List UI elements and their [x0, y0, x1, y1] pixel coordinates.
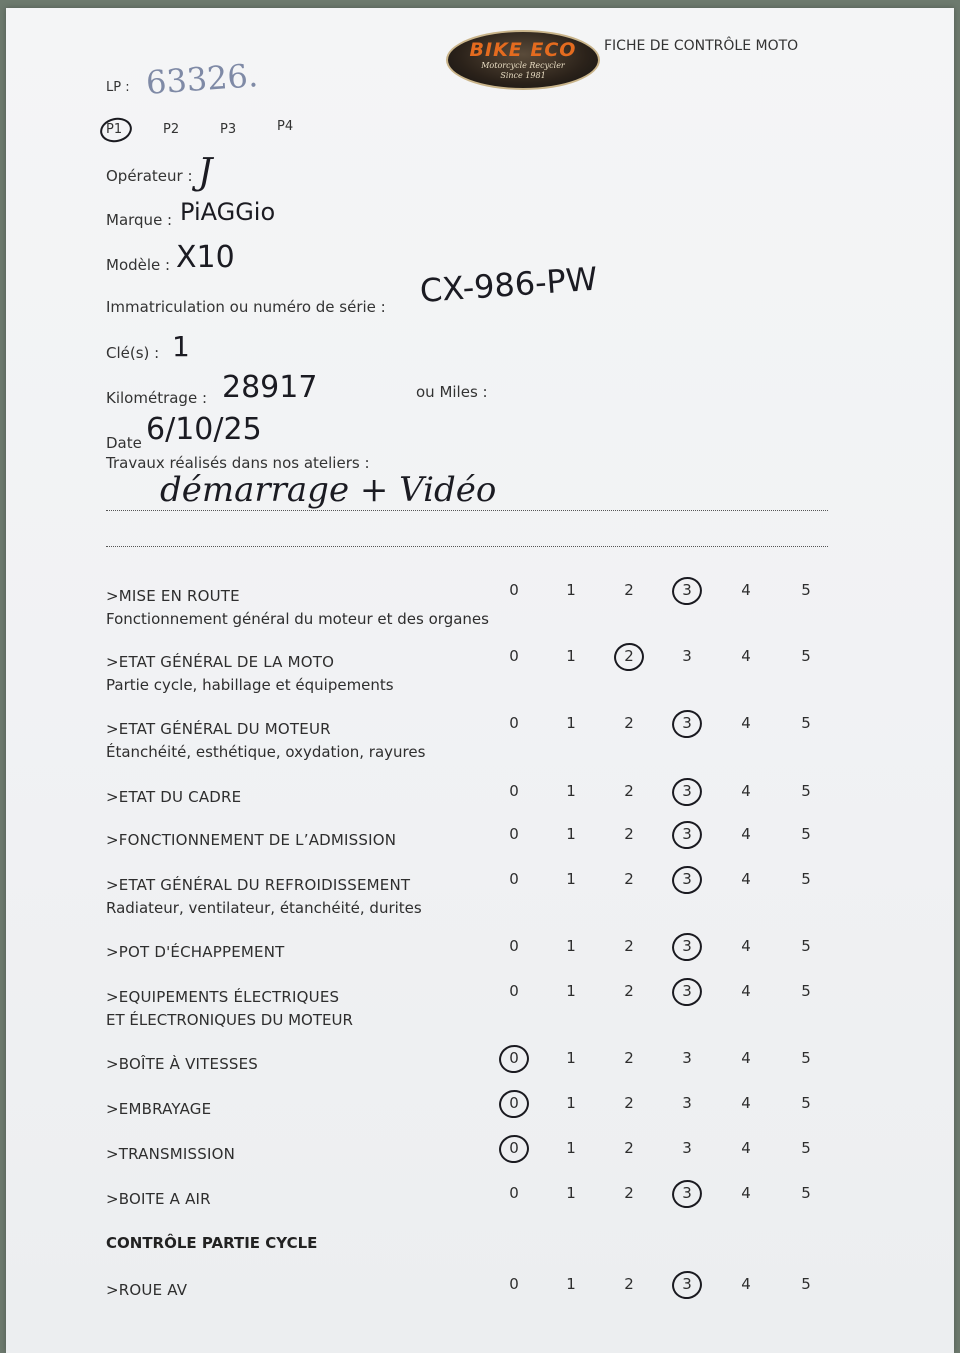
- marque-label: Marque :: [106, 211, 173, 229]
- row-3-title: >ETAT GÉNÉRAL DU MOTEUR: [106, 720, 331, 738]
- row-6-subtitle: Radiateur, ventilateur, étanchéité, durites: [106, 899, 422, 917]
- row-11-score-4[interactable]: 4: [741, 1139, 751, 1157]
- cycle-row-1-score-3[interactable]: 3: [682, 1275, 692, 1293]
- row-11-score-0[interactable]: 0: [509, 1139, 519, 1157]
- row-10-score-4[interactable]: 4: [741, 1094, 751, 1112]
- row-7-score-0[interactable]: 0: [509, 937, 519, 955]
- row-6-score-2[interactable]: 2: [624, 870, 634, 888]
- row-11-score-2[interactable]: 2: [624, 1139, 634, 1157]
- row-11-score-1[interactable]: 1: [566, 1139, 576, 1157]
- lp-label: LP :: [106, 80, 130, 95]
- position-p3: P3: [220, 122, 237, 137]
- date-value: 6/10/25: [146, 412, 262, 447]
- row-2-score-0[interactable]: 0: [509, 647, 519, 665]
- immatriculation-value: CX-986-PW: [418, 259, 599, 310]
- cycle-row-1-score-1[interactable]: 1: [566, 1275, 576, 1293]
- travaux-value: démarrage + Vidéo: [160, 470, 497, 510]
- row-8-title: >EQUIPEMENTS ÉLECTRIQUES: [106, 988, 340, 1006]
- operateur-label: Opérateur :: [106, 167, 193, 185]
- marque-value: PiAGGio: [180, 198, 276, 226]
- row-8-score-4[interactable]: 4: [741, 982, 751, 1000]
- row-7-score-5[interactable]: 5: [801, 937, 811, 955]
- row-4-score-4[interactable]: 4: [741, 782, 751, 800]
- row-12-score-4[interactable]: 4: [741, 1184, 751, 1202]
- bike-eco-logo: [446, 30, 600, 90]
- row-4-score-5[interactable]: 5: [801, 782, 811, 800]
- dotted-line-1: [106, 510, 828, 511]
- row-6-score-3[interactable]: 3: [682, 870, 692, 888]
- immatriculation-label: Immatriculation ou numéro de série :: [106, 298, 386, 316]
- row-1-score-0[interactable]: 0: [509, 581, 519, 599]
- row-3-score-1[interactable]: 1: [566, 714, 576, 732]
- cycle-row-1-score-4[interactable]: 4: [741, 1275, 751, 1293]
- row-3-score-4[interactable]: 4: [741, 714, 751, 732]
- row-1-score-2[interactable]: 2: [624, 581, 634, 599]
- row-3-score-0[interactable]: 0: [509, 714, 519, 732]
- row-10-score-0[interactable]: 0: [509, 1094, 519, 1112]
- row-2-score-3[interactable]: 3: [682, 647, 692, 665]
- row-12-score-1[interactable]: 1: [566, 1184, 576, 1202]
- logo-subtext-2: Since 1981: [500, 71, 546, 80]
- cles-label: Clé(s) :: [106, 344, 160, 362]
- row-5-score-2[interactable]: 2: [624, 825, 634, 843]
- row-3-score-5[interactable]: 5: [801, 714, 811, 732]
- section-partie-cycle-title: CONTRÔLE PARTIE CYCLE: [106, 1234, 318, 1252]
- row-8-score-3[interactable]: 3: [682, 982, 692, 1000]
- row-4-score-2[interactable]: 2: [624, 782, 634, 800]
- row-2-score-2[interactable]: 2: [624, 647, 634, 665]
- date-label: Date: [106, 434, 142, 452]
- row-5-score-1[interactable]: 1: [566, 825, 576, 843]
- row-5-score-3[interactable]: 3: [682, 825, 692, 843]
- row-5-score-5[interactable]: 5: [801, 825, 811, 843]
- row-3-score-2[interactable]: 2: [624, 714, 634, 732]
- miles-label: ou Miles :: [416, 383, 488, 401]
- row-7-score-1[interactable]: 1: [566, 937, 576, 955]
- row-3-subtitle: Étanchéité, esthétique, oxydation, rayures: [106, 743, 426, 761]
- travaux-label: Travaux réalisés dans nos ateliers :: [106, 454, 370, 472]
- row-9-score-0[interactable]: 0: [509, 1049, 519, 1067]
- row-5-score-4[interactable]: 4: [741, 825, 751, 843]
- dotted-line-2: [106, 546, 828, 547]
- lp-value: 63326.: [144, 56, 260, 102]
- cles-value: 1: [172, 330, 190, 363]
- page-title: FICHE DE CONTRÔLE MOTO: [604, 38, 799, 54]
- row-1-score-5[interactable]: 5: [801, 581, 811, 599]
- row-12-score-3[interactable]: 3: [682, 1184, 692, 1202]
- row-11-title: >TRANSMISSION: [106, 1145, 236, 1163]
- row-7-score-4[interactable]: 4: [741, 937, 751, 955]
- row-5-score-0[interactable]: 0: [509, 825, 519, 843]
- row-8-subtitle: ET ÉLECTRONIQUES DU MOTEUR: [106, 1011, 353, 1029]
- row-6-title: >ETAT GÉNÉRAL DU REFROIDISSEMENT: [106, 876, 411, 894]
- row-6-score-0[interactable]: 0: [509, 870, 519, 888]
- row-1-score-1[interactable]: 1: [566, 581, 576, 599]
- modele-value: X10: [176, 240, 235, 275]
- row-4-score-3[interactable]: 3: [682, 782, 692, 800]
- kilometrage-value: 28917: [222, 370, 318, 405]
- cycle-row-1-title: >ROUE AV: [106, 1281, 188, 1299]
- row-9-title: >BOÎTE À VITESSES: [106, 1055, 259, 1073]
- row-9-score-4[interactable]: 4: [741, 1049, 751, 1067]
- row-9-score-5[interactable]: 5: [801, 1049, 811, 1067]
- cycle-row-1-score-2[interactable]: 2: [624, 1275, 634, 1293]
- row-1-score-3[interactable]: 3: [682, 581, 692, 599]
- row-10-score-2[interactable]: 2: [624, 1094, 634, 1112]
- position-p2: P2: [163, 122, 180, 137]
- row-5-title: >FONCTIONNEMENT DE L’ADMISSION: [106, 831, 397, 849]
- row-11-score-5[interactable]: 5: [801, 1139, 811, 1157]
- row-7-score-3[interactable]: 3: [682, 937, 692, 955]
- position-p4: P4: [277, 119, 294, 134]
- row-7-score-2[interactable]: 2: [624, 937, 634, 955]
- row-4-score-0[interactable]: 0: [509, 782, 519, 800]
- row-1-subtitle: Fonctionnement général du moteur et des organes: [106, 610, 489, 628]
- modele-label: Modèle :: [106, 256, 171, 274]
- row-9-score-2[interactable]: 2: [624, 1049, 634, 1067]
- row-6-score-1[interactable]: 1: [566, 870, 576, 888]
- row-2-title: >ETAT GÉNÉRAL DE LA MOTO: [106, 653, 335, 671]
- kilometrage-label: Kilométrage :: [106, 389, 208, 407]
- row-8-score-5[interactable]: 5: [801, 982, 811, 1000]
- row-4-title: >ETAT DU CADRE: [106, 788, 242, 806]
- row-6-score-4[interactable]: 4: [741, 870, 751, 888]
- row-10-score-1[interactable]: 1: [566, 1094, 576, 1112]
- logo-subtext: Motorcycle Recycler: [481, 61, 565, 70]
- row-2-subtitle: Partie cycle, habillage et équipements: [106, 676, 394, 694]
- row-8-score-2[interactable]: 2: [624, 982, 634, 1000]
- row-3-score-3[interactable]: 3: [682, 714, 692, 732]
- row-10-score-5[interactable]: 5: [801, 1094, 811, 1112]
- row-7-title: >POT D'ÉCHAPPEMENT: [106, 943, 285, 961]
- row-2-score-1[interactable]: 1: [566, 647, 576, 665]
- row-6-score-5[interactable]: 5: [801, 870, 811, 888]
- row-8-score-0[interactable]: 0: [509, 982, 519, 1000]
- row-4-score-1[interactable]: 1: [566, 782, 576, 800]
- row-11-score-3[interactable]: 3: [682, 1139, 692, 1157]
- row-2-score-4[interactable]: 4: [741, 647, 751, 665]
- operateur-value: J: [198, 152, 213, 193]
- row-10-score-3[interactable]: 3: [682, 1094, 692, 1112]
- row-12-score-5[interactable]: 5: [801, 1184, 811, 1202]
- row-8-score-1[interactable]: 1: [566, 982, 576, 1000]
- row-12-title: >BOITE A AIR: [106, 1190, 211, 1208]
- row-2-score-5[interactable]: 5: [801, 647, 811, 665]
- row-9-score-3[interactable]: 3: [682, 1049, 692, 1067]
- row-12-score-0[interactable]: 0: [509, 1184, 519, 1202]
- cycle-row-1-score-0[interactable]: 0: [509, 1275, 519, 1293]
- cycle-row-1-score-5[interactable]: 5: [801, 1275, 811, 1293]
- row-1-score-4[interactable]: 4: [741, 581, 751, 599]
- row-1-title: >MISE EN ROUTE: [106, 587, 240, 605]
- logo-text: BIKE ECO: [469, 39, 577, 61]
- row-10-title: >EMBRAYAGE: [106, 1100, 212, 1118]
- row-9-score-1[interactable]: 1: [566, 1049, 576, 1067]
- row-12-score-2[interactable]: 2: [624, 1184, 634, 1202]
- position-p1: P1: [106, 122, 123, 137]
